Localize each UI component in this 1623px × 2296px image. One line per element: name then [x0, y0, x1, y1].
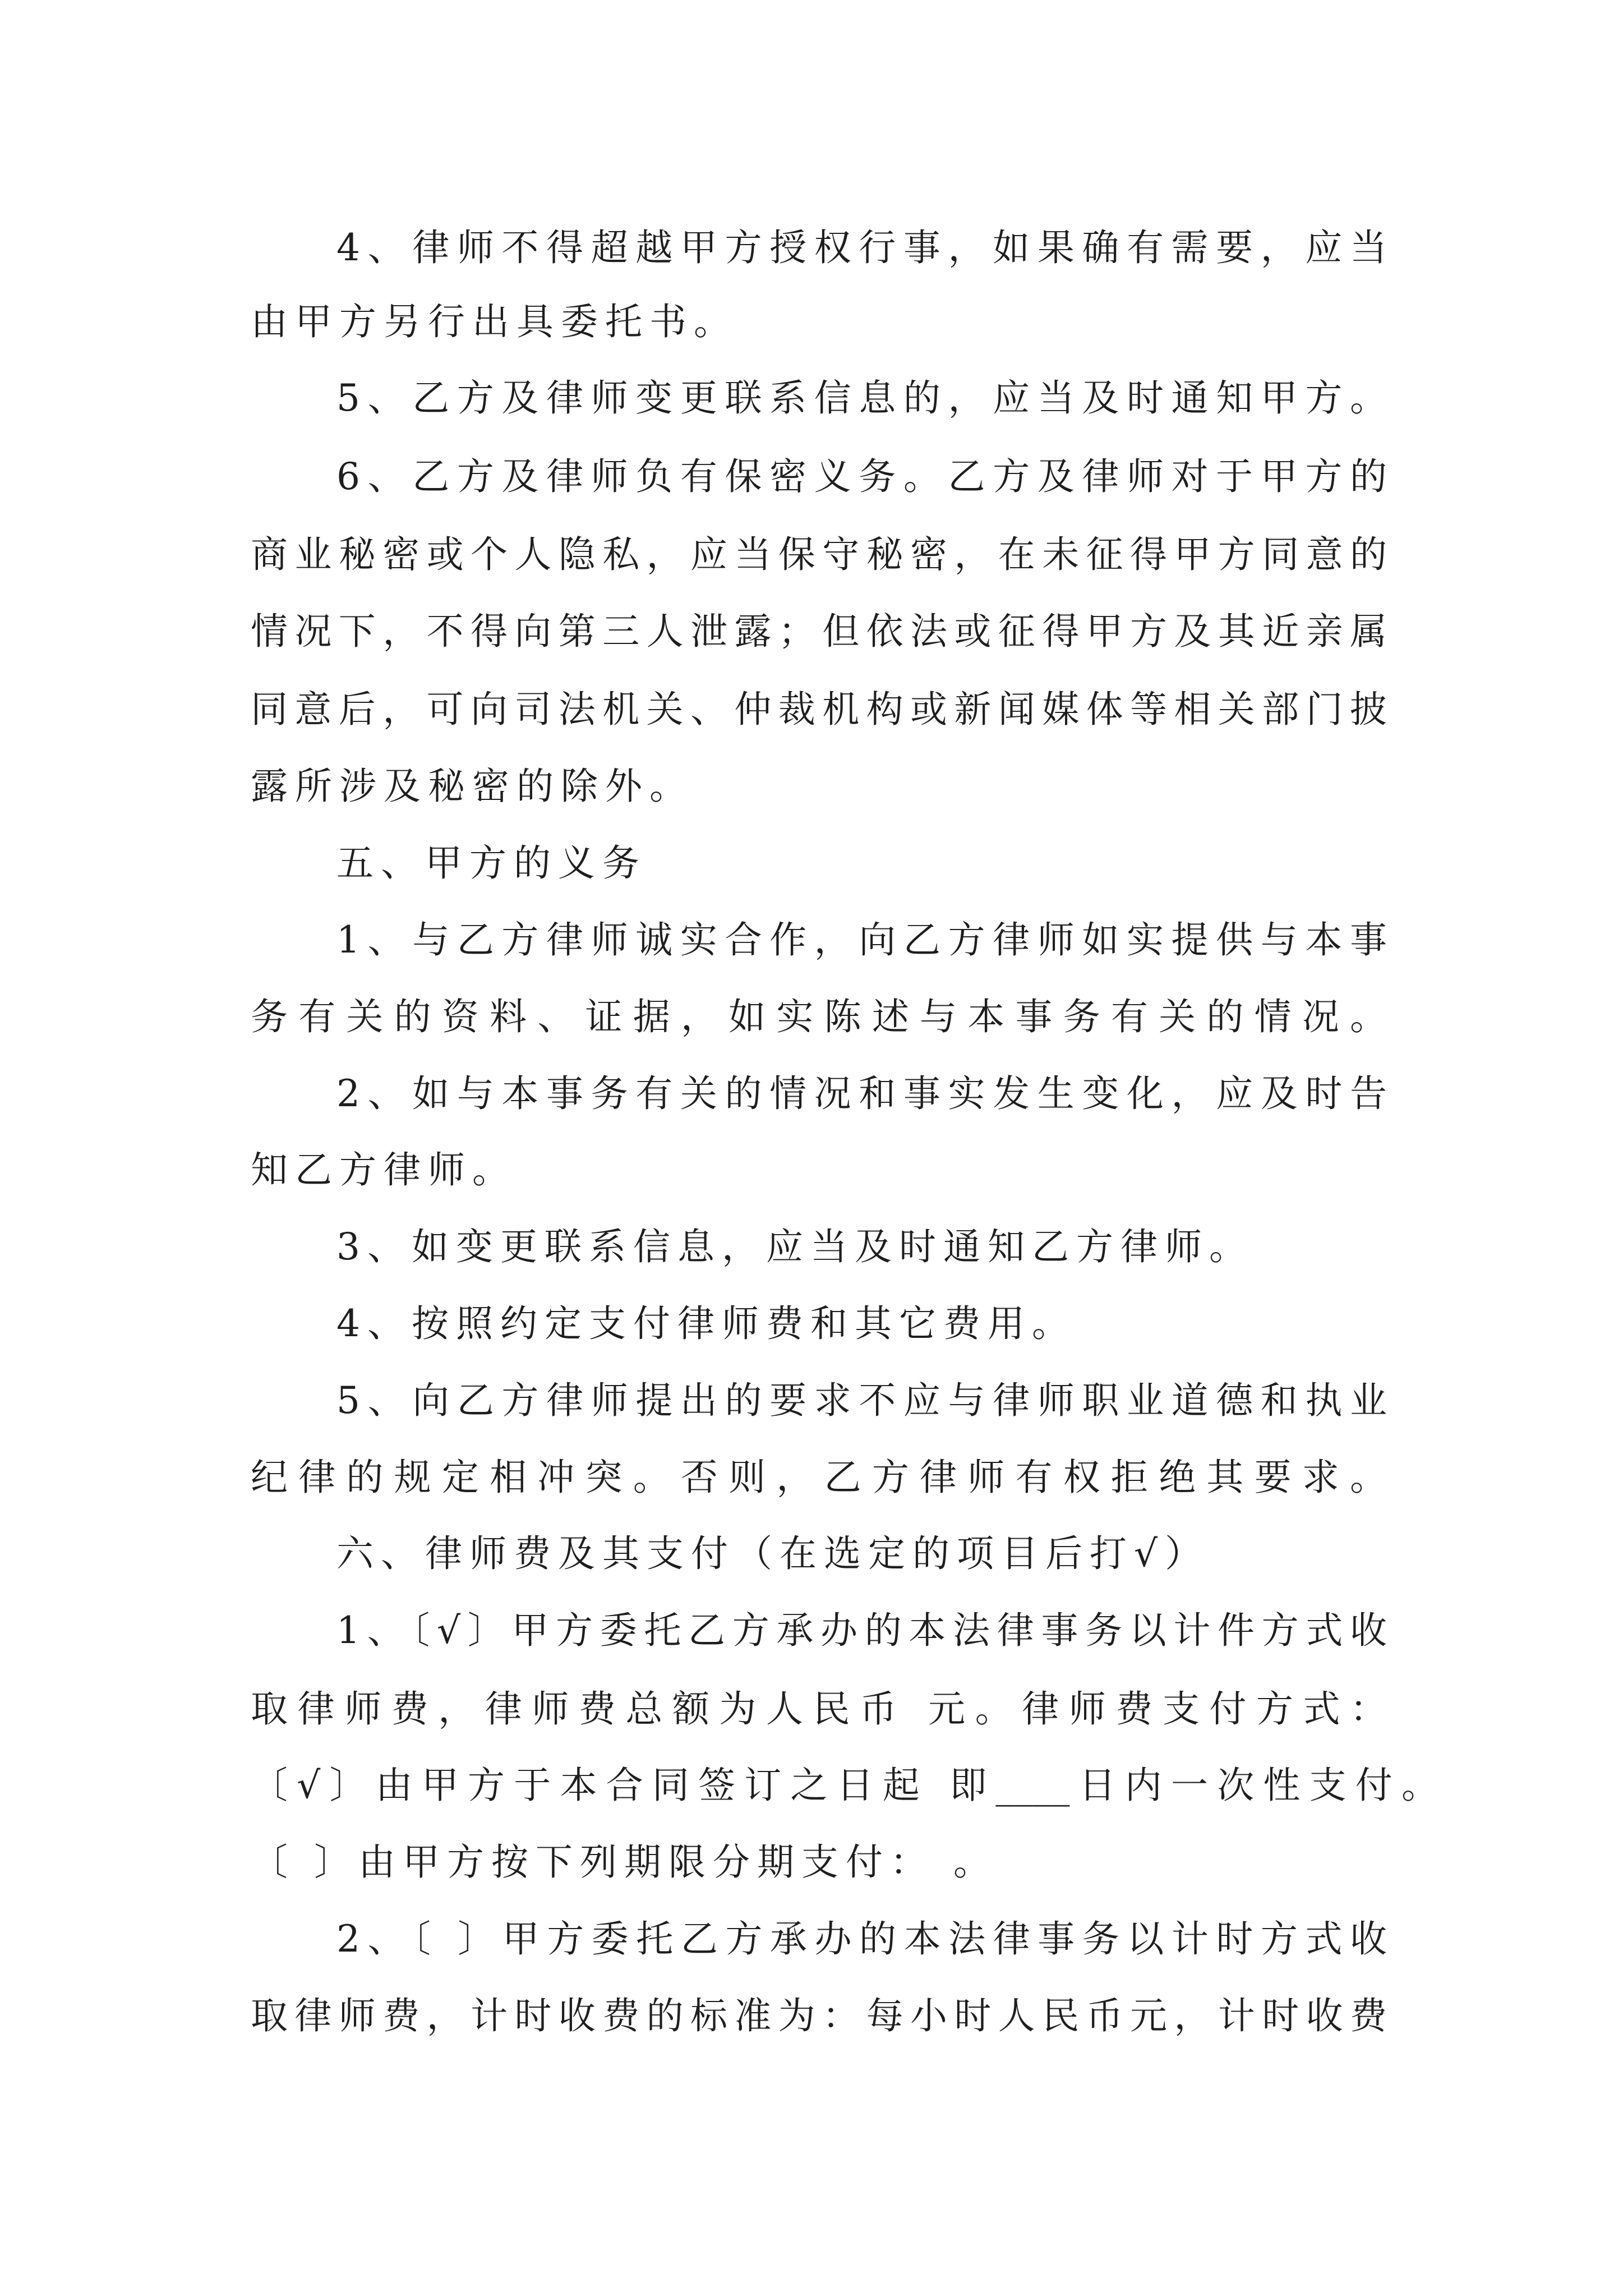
text-line: 取律师费，律师费总额为人民币 元。律师费支付方式：: [251, 1687, 1387, 1731]
text-line: 2、如与本事务有关的情况和事实发生变化，应及时告: [336, 1072, 1387, 1115]
text-line: 〔√〕由甲方于本合同签订之日起 即____日内一次性支付。: [251, 1764, 1438, 1807]
text-line: 由甲方另行出具委托书。: [251, 300, 738, 343]
text-line: 4、按照约定支付律师费和其它费用。: [336, 1302, 1076, 1345]
text-line: 5、向乙方律师提出的要求不应与律师职业道德和执业: [336, 1379, 1387, 1422]
section-heading: 五、甲方的义务: [336, 841, 647, 885]
text-line: 5、乙方及律师变更联系信息的，应当及时通知甲方。: [336, 376, 1387, 420]
text-line: 2、〔 〕甲方委托乙方承办的本法律事务以计时方式收: [336, 1917, 1387, 1961]
text-line: 1、〔√〕甲方委托乙方承办的本法律事务以计件方式收: [336, 1609, 1387, 1652]
text-line: 3、如变更联系信息，应当及时通知乙方律师。: [336, 1225, 1253, 1268]
text-line: 〔 〕由甲方按下列期限分期支付： 。: [251, 1841, 998, 1884]
text-line: 商业秘密或个人隐私，应当保守秘密，在未征得甲方同意的: [251, 533, 1387, 576]
text-line: 取律师费，计时收费的标准为：每小时人民币元，计时收费: [251, 1994, 1387, 2037]
text-line: 4、律师不得超越甲方授权行事，如果确有需要，应当: [336, 226, 1387, 269]
text-line: 纪律的规定相冲突。否则，乙方律师有权拒绝其要求。: [251, 1456, 1387, 1499]
text-line: 6、乙方及律师负有保密义务。乙方及律师对于甲方的: [336, 455, 1387, 498]
text-line: 同意后，可向司法机关、仲裁机构或新闻媒体等相关部门披: [251, 688, 1387, 731]
section-heading: 六、律师费及其支付（在选定的项目后打√）: [336, 1532, 1210, 1575]
text-line: 1、与乙方律师诚实合作，向乙方律师如实提供与本事: [336, 918, 1387, 961]
text-line: 务有关的资料、证据，如实陈述与本事务有关的情况。: [251, 995, 1387, 1038]
text-line: 情况下，不得向第三人泄露；但依法或征得甲方及其近亲属: [251, 610, 1387, 653]
text-line: 露所涉及秘密的除外。: [251, 765, 694, 808]
text-line: 知乙方律师。: [251, 1148, 517, 1191]
